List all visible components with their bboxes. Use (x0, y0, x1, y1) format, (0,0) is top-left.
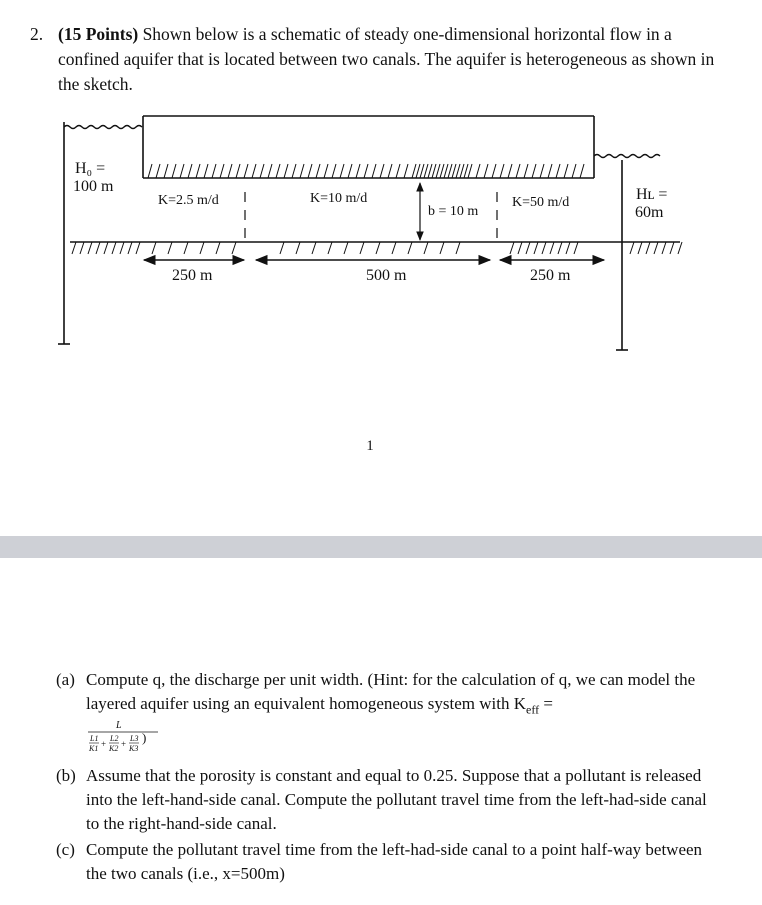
zone2-k-label: K=10 m/d (310, 191, 368, 206)
bottom-confining-hatch (72, 242, 682, 254)
part-b-text: Assume that the porosity is constant and equal to 0.25. Suppose that a pollutant is released into the left-hand-side canal. Compute the pollutant travel time from the left-had-side canal to the right-hand-side canal. (86, 766, 707, 833)
svg-text:L3: L3 (130, 734, 139, 743)
page-separator (0, 536, 762, 558)
part-a-label: (a) (56, 670, 75, 689)
left-head-label-1: H₀ = (75, 160, 106, 177)
thickness-label: b = 10 m (428, 204, 479, 219)
part-a-text: Compute q, the discharge per unit width. (Hint: for the calculation of q, we can model the layered aquifer using an equivalent homogeneous system with $K_{eff}$ = (86, 670, 696, 717)
question-intro-text: Shown below is a schematic of steady one-dimensional horizontal flow in a confined aquifer that is located between two canals. The aquifer is heterogeneous as shown in the sketch. (58, 24, 715, 94)
right-water-surface (594, 155, 660, 158)
keff-fraction (86, 718, 196, 758)
right-head-label-2: 60m (635, 204, 664, 221)
svg-text:L1: L1 (90, 734, 99, 743)
left-water-surface (64, 126, 142, 129)
page-two (0, 558, 762, 905)
svg-text:K1: K1 (89, 744, 99, 753)
question-intro (58, 22, 730, 97)
svg-text:K3: K3 (129, 744, 139, 753)
question-number: 2. (30, 24, 44, 44)
svg-text:+: + (101, 739, 107, 749)
length-label-2: 500 m (366, 267, 407, 284)
question-points: (15 Points) (58, 24, 139, 44)
svg-text:L2: L2 (110, 734, 119, 743)
svg-text:K2: K2 (109, 744, 119, 753)
right-head-label-1: Hʟ = (636, 186, 668, 203)
svg-text:): ) (142, 730, 147, 745)
aquifer-schematic (0, 100, 762, 360)
svg-text:+: + (121, 739, 127, 749)
top-confining-hatch (148, 164, 584, 178)
keff-subscript: eff (526, 702, 540, 717)
zone3-k-label: K=50 m/d (512, 195, 570, 210)
zone1-k-label: K=2.5 m/d (158, 193, 219, 208)
length-label-3: 250 m (530, 267, 571, 284)
fraction-numerator: L (116, 720, 122, 731)
part-c-label: (c) (56, 840, 75, 859)
page-number: 1 (366, 438, 374, 454)
part-b-label: (b) (56, 766, 76, 785)
length-label-1: 250 m (172, 267, 213, 284)
part-c-text: Compute the pollutant travel time from the left-had-side canal to a point half-way between the two canals (i.e., x=500m) (86, 840, 703, 883)
left-head-label-2: 100 m (73, 178, 114, 195)
